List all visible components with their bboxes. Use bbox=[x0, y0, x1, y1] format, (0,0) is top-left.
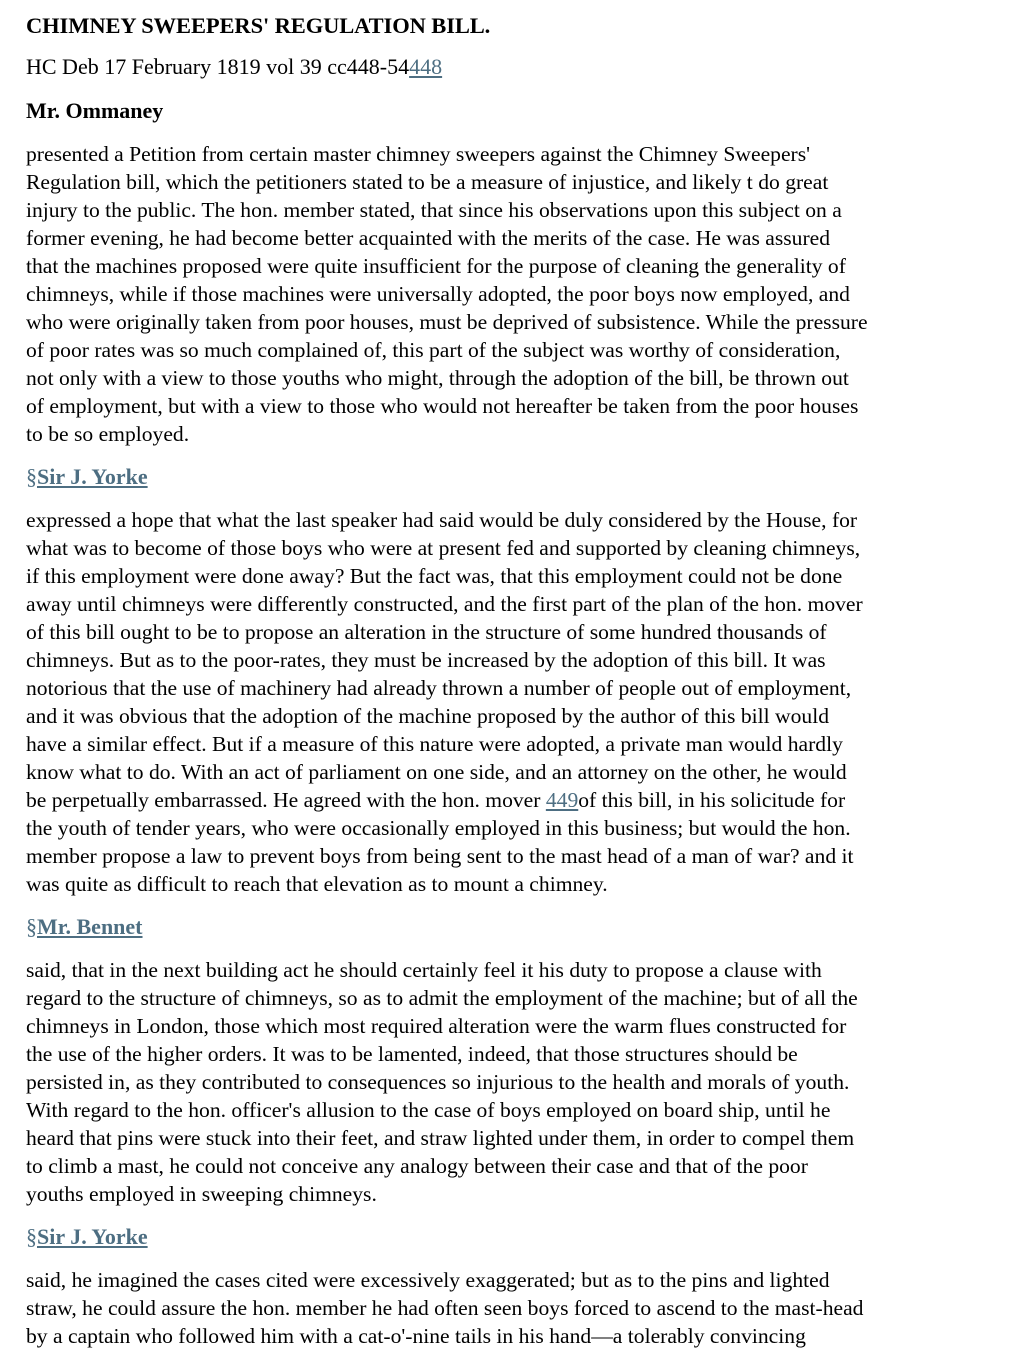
speech-line bbox=[26, 814, 966, 842]
speech-text: expressed a hope that what the last speaker had said would be duly considered by the House, for bbox=[26, 508, 858, 532]
speech-line bbox=[26, 224, 966, 252]
speech-line bbox=[26, 956, 966, 984]
speech-text: not only with a view to those youths who might, through the adoption of the bill, be thrown out bbox=[26, 366, 849, 390]
speech-text: that the machines proposed were quite insufficient for the purpose of cleaning the generality of bbox=[26, 254, 846, 278]
speech-line bbox=[26, 1040, 966, 1068]
speech-line bbox=[26, 984, 966, 1012]
speech-line bbox=[26, 618, 966, 646]
speech-line bbox=[26, 674, 966, 702]
debate-reference bbox=[26, 52, 966, 82]
speech-line bbox=[26, 336, 966, 364]
speech-line bbox=[26, 534, 966, 562]
speech-text: straw, he could assure the hon. member he had often seen boys forced to ascend to the mast-head bbox=[26, 1296, 864, 1320]
column-449-link[interactable]: 449 bbox=[545, 788, 579, 812]
speech-line bbox=[26, 308, 966, 336]
speech-line bbox=[26, 140, 966, 168]
speech-line bbox=[26, 786, 966, 814]
speech-line bbox=[26, 280, 966, 308]
speech-line bbox=[26, 1068, 966, 1096]
speech-text: of poor rates was so much complained of, this part of the subject was worthy of consideration, bbox=[26, 338, 841, 362]
speech-text: chimneys, while if those machines were universally adopted, the poor boys now employed, and bbox=[26, 282, 850, 306]
speaker-link[interactable]: Mr. Bennet bbox=[37, 914, 143, 939]
speech-line bbox=[26, 646, 966, 674]
speaker-heading bbox=[26, 912, 966, 942]
speech-text: regard to the structure of chimneys, so as to admit the employment of the machine; but of all the bbox=[26, 986, 858, 1010]
speech-text: notorious that the use of machinery had already thrown a number of people out of employment, bbox=[26, 676, 852, 700]
page-title: CHIMNEY SWEEPERS' REGULATION BILL. bbox=[26, 13, 491, 38]
section-mark-icon: § bbox=[26, 914, 37, 939]
speech-text: be perpetually embarrassed. He agreed with the hon. mover bbox=[26, 788, 546, 812]
speech-line bbox=[26, 1180, 966, 1208]
speech-line bbox=[26, 168, 966, 196]
speech-text: Regulation bill, which the petitioners stated to be a measure of injustice, and likely t do great bbox=[26, 170, 829, 194]
speaker-name: Mr. Ommaney bbox=[26, 98, 164, 123]
speech-text: said, he imagined the cases cited were excessively exaggerated; but as to the pins and lighted bbox=[26, 1268, 830, 1292]
speech-line bbox=[26, 506, 966, 534]
speech-text: of this bill, in his solicitude for bbox=[578, 788, 846, 812]
speech-line bbox=[26, 364, 966, 392]
speech-text: chimneys in London, those which most required alteration were the warm flues constructed for bbox=[26, 1014, 847, 1038]
speech-text: persisted in, as they contributed to consequences so injurious to the health and morals of youth. bbox=[26, 1070, 850, 1094]
speech-line bbox=[26, 420, 966, 448]
speech-text: by a captain who followed him with a cat-o'-nine tails in his hand—a tolerably convincing bbox=[26, 1324, 806, 1348]
speech-text: member propose a law to prevent boys from being sent to the mast head of a man of war? and it bbox=[26, 844, 854, 868]
speech-line bbox=[26, 252, 966, 280]
debate-reference-text: HC Deb 17 February 1819 vol 39 cc448-54 bbox=[26, 54, 410, 79]
speech-text: to be so employed. bbox=[26, 422, 190, 446]
speech-line bbox=[26, 1322, 966, 1350]
speech-line bbox=[26, 562, 966, 590]
speaker-link[interactable]: Sir J. Yorke bbox=[37, 464, 148, 489]
speech-text: was quite as difficult to reach that elevation as to mount a chimney. bbox=[26, 872, 608, 896]
speech-paragraph bbox=[26, 506, 966, 898]
speech-line bbox=[26, 702, 966, 730]
speaker-link[interactable]: Sir J. Yorke bbox=[37, 1224, 148, 1249]
speech-line bbox=[26, 392, 966, 420]
speech-line bbox=[26, 1096, 966, 1124]
section-mark-icon: § bbox=[26, 1224, 37, 1249]
speech-text: former evening, he had become better acquainted with the merits of the case. He was assured bbox=[26, 226, 831, 250]
speech-line bbox=[26, 1152, 966, 1180]
speech-text: have a similar effect. But if a measure of this nature were adopted, a private man would hardly bbox=[26, 732, 843, 756]
column-448-link[interactable]: 448 bbox=[409, 54, 443, 79]
section-mark-icon: § bbox=[26, 464, 37, 489]
speech-line bbox=[26, 196, 966, 224]
speech-text: know what to do. With an act of parliament on one side, and an attorney on the other, he would bbox=[26, 760, 847, 784]
speech-line bbox=[26, 1124, 966, 1152]
speech-paragraph bbox=[26, 140, 966, 448]
speech-text: to climb a mast, he could not conceive any analogy between their case and that of the poor bbox=[26, 1154, 808, 1178]
speech-line bbox=[26, 1012, 966, 1040]
speech-text: With regard to the hon. officer's allusion to the case of boys employed on board ship, until he bbox=[26, 1098, 831, 1122]
speech-text: said, that in the next building act he should certainly feel it his duty to propose a clause with bbox=[26, 958, 822, 982]
speech-text: what was to become of those boys who were at present fed and supported by cleaning chimneys, bbox=[26, 536, 861, 560]
speech-paragraph bbox=[26, 956, 966, 1208]
speech-line bbox=[26, 730, 966, 758]
speech-paragraph bbox=[26, 1266, 966, 1350]
speech-line bbox=[26, 1266, 966, 1294]
speech-line bbox=[26, 590, 966, 618]
speech-text: of employment, but with a view to those who would not hereafter be taken from the poor houses bbox=[26, 394, 859, 418]
speech-text: chimneys. But as to the poor-rates, they must be increased by the adoption of this bill. It was bbox=[26, 648, 826, 672]
speech-text: if this employment were done away? But the fact was, that this employment could not be done bbox=[26, 564, 843, 588]
speech-line bbox=[26, 870, 966, 898]
speech-text: the use of the higher orders. It was to be lamented, indeed, that those structures should be bbox=[26, 1042, 798, 1066]
speech-text: heard that pins were stuck into their feet, and straw lighted under them, in order to compel them bbox=[26, 1126, 855, 1150]
speech-line bbox=[26, 842, 966, 870]
speech-text: who were originally taken from poor houses, must be deprived of subsistence. While the pressure bbox=[26, 310, 868, 334]
speech-text: of this bill ought to be to propose an alteration in the structure of some hundred thousands of bbox=[26, 620, 827, 644]
speech-text: youths employed in sweeping chimneys. bbox=[26, 1182, 377, 1206]
speech-text: away until chimneys were differently constructed, and the first part of the plan of the hon. mover bbox=[26, 592, 863, 616]
speech-line bbox=[26, 758, 966, 786]
speech-text: injury to the public. The hon. member stated, that since his observations upon this subject on a bbox=[26, 198, 842, 222]
speaker-heading bbox=[26, 462, 966, 492]
speaker-heading bbox=[26, 96, 966, 126]
speech-text: presented a Petition from certain master chimney sweepers against the Chimney Sweepers' bbox=[26, 142, 811, 166]
contributions bbox=[26, 96, 966, 1350]
speech-line bbox=[26, 1294, 966, 1322]
speaker-heading bbox=[26, 1222, 966, 1252]
speech-text: the youth of tender years, who were occasionally employed in this business; but would the hon. bbox=[26, 816, 851, 840]
speech-text: and it was obvious that the adoption of the machine proposed by the author of this bill would bbox=[26, 704, 830, 728]
